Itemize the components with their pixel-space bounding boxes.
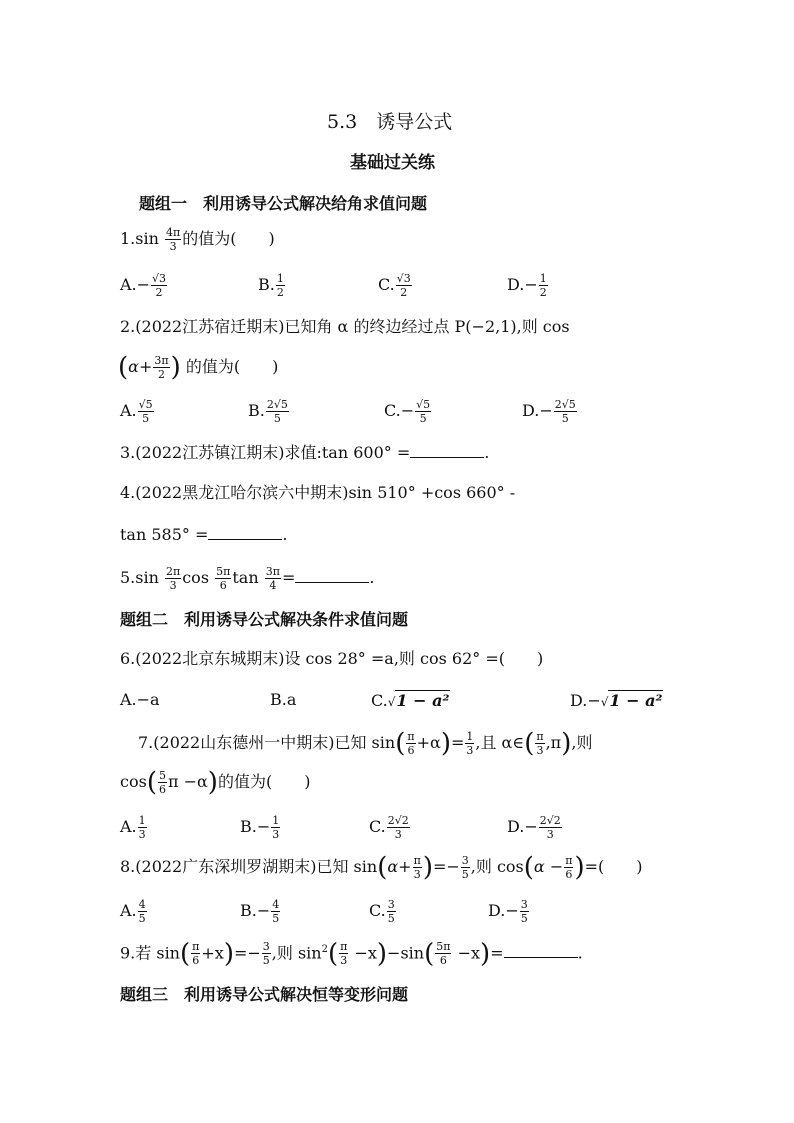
q7-c-label: C. bbox=[369, 817, 386, 836]
q6-close: ) bbox=[537, 649, 544, 668]
q3-answer-blank[interactable] bbox=[410, 443, 484, 458]
q7-stem: 的值为( bbox=[217, 772, 273, 791]
q8-a-den: 5 bbox=[138, 912, 146, 925]
q2-option-c[interactable] bbox=[384, 399, 432, 424]
q5-n3: 3π bbox=[265, 565, 280, 578]
q2-alpha: α+ bbox=[128, 357, 153, 376]
question-5 bbox=[120, 566, 374, 591]
q7-then: ,则 bbox=[571, 733, 593, 752]
question-7-line-1: 7.(2022山东德州一中期末)已知 sin( $\frac{\pi}{6}$ +α)= $\frac{1}{3}$ ,且 α∈( $\frac{\pi}{3}$ ,π),则 bbox=[138, 728, 593, 759]
q8-mid: ,则 cos bbox=[470, 857, 524, 876]
q8-n2: 3 bbox=[461, 854, 469, 867]
q7-d-label: D.− bbox=[507, 817, 538, 836]
q9-d4: 6 bbox=[439, 954, 447, 968]
q7-n4: 5 bbox=[158, 769, 166, 782]
q2-b-num: 2√5 bbox=[266, 398, 288, 411]
q7-d2: 3 bbox=[466, 744, 474, 757]
q8-option-d[interactable] bbox=[488, 899, 530, 924]
q6-option-c[interactable]: C.√1 − a² bbox=[371, 691, 450, 710]
q7-d-den: 3 bbox=[546, 828, 554, 841]
q7-pi: ,π bbox=[545, 733, 562, 752]
section-subtitle: 基础过关练 bbox=[350, 153, 435, 173]
q1-c-label: C. bbox=[378, 275, 395, 294]
q8-prefix: 8.(2022广东深圳罗湖期末)已知 sin bbox=[120, 857, 378, 876]
q9-x3: −x bbox=[452, 943, 480, 963]
group-heading-2: 题组二 利用诱导公式解决条件求值问题 bbox=[120, 610, 409, 629]
q8-stem: =( bbox=[584, 857, 605, 876]
question-9: 9.若 sin( $\frac{\pi}{6}$ +x)=− $\frac{3}{5}$ ,则 $\sin^2$( $\frac{\pi}{3}$ −x)−sin( $\frac{5\pi}{6}$ −x)= . bbox=[120, 938, 583, 969]
q2-b-label: B. bbox=[248, 401, 265, 420]
q1-b-label: B. bbox=[258, 275, 275, 294]
q6-option-b[interactable]: B.a bbox=[270, 690, 297, 709]
group-heading-3: 题组三 利用诱导公式解决恒等变形问题 bbox=[120, 985, 409, 1004]
q1-den: 3 bbox=[169, 240, 177, 253]
q9-d1: 6 bbox=[192, 954, 200, 968]
q9-x1: +x bbox=[201, 943, 224, 963]
question-2-line-1: 2.(2022江苏宿迁期末)已知角 α 的终边经过点 P(−2,1),则 cos bbox=[120, 317, 570, 336]
q6-d-radicand: 1 − a² bbox=[609, 691, 663, 710]
q7-plus: +α bbox=[416, 733, 441, 752]
q1-d-label: D.− bbox=[507, 275, 538, 294]
q8-eq: =− bbox=[432, 857, 460, 876]
q7-d-num: 2√2 bbox=[539, 814, 561, 827]
group-heading-1: 题组一 利用诱导公式解决给角求值问题 bbox=[139, 194, 428, 213]
q1-stem: 的值为( bbox=[182, 229, 237, 248]
q9-n3: π bbox=[340, 940, 348, 954]
q7-option-a[interactable] bbox=[120, 815, 148, 840]
q9-eq2: = bbox=[490, 943, 504, 963]
q5-n2: 5π bbox=[216, 565, 231, 578]
q6-stem: 6.(2022北京东城期末)设 cos 28° =a,则 cos 62° =( bbox=[120, 649, 505, 668]
q7-mid: ,且 α∈ bbox=[475, 733, 525, 752]
q1-option-b[interactable] bbox=[258, 273, 286, 298]
q9-d2: 5 bbox=[262, 954, 270, 968]
q7-a-num: 1 bbox=[138, 814, 146, 827]
q1-close: ) bbox=[268, 229, 275, 248]
q8-c-den: 5 bbox=[387, 912, 395, 925]
q8-alpha2: α − bbox=[533, 857, 564, 876]
q5-d1: 3 bbox=[169, 579, 177, 592]
q9-x2: −x bbox=[349, 943, 377, 963]
q5-n1: 2π bbox=[165, 565, 181, 578]
q5-prefix: 5.sin bbox=[120, 568, 164, 587]
q7-cos: cos bbox=[120, 772, 147, 791]
question-1 bbox=[120, 227, 275, 252]
question-8: 8.(2022广东深圳罗湖期末)已知 sin(α+ $\frac{\pi}{3}$ )=− $\frac{3}{5}$ ,则 cos(α − $\frac{\pi}{6}$ )=( ) bbox=[120, 852, 643, 883]
q2-a-den: 5 bbox=[142, 412, 150, 425]
q7-b-label: B.− bbox=[240, 817, 271, 836]
q7-n1: π bbox=[407, 730, 415, 743]
q5-end: . bbox=[369, 568, 375, 587]
q1-fraction bbox=[165, 227, 181, 252]
q8-b-num: 4 bbox=[272, 898, 280, 911]
q2-den: 2 bbox=[157, 368, 165, 381]
q2-close: ) bbox=[272, 357, 279, 376]
q6-d-label: D.− bbox=[570, 691, 601, 710]
q1-a-num: √3 bbox=[152, 272, 167, 285]
question-2-line-2: (α+ $\frac{3\pi}{2}$ ) 的值为( ) bbox=[118, 352, 279, 383]
q9-answer-blank[interactable] bbox=[504, 943, 578, 958]
q8-option-a[interactable] bbox=[120, 899, 148, 924]
q8-d-den: 5 bbox=[520, 912, 528, 925]
q9-n2: 3 bbox=[262, 940, 270, 954]
q6-option-d[interactable]: D.−√1 − a² bbox=[570, 691, 663, 710]
q2-c-label: C.− bbox=[384, 401, 415, 420]
q7-d4: 6 bbox=[158, 783, 166, 796]
q7-prefix: 7.(2022山东德州一中期末)已知 sin bbox=[138, 733, 396, 752]
q7-option-d[interactable] bbox=[507, 815, 563, 840]
q2-c-den: 5 bbox=[419, 412, 427, 425]
q3-end: . bbox=[484, 443, 490, 462]
q2-c-num: √5 bbox=[416, 398, 431, 411]
q4-stem: tan 585° = bbox=[120, 525, 209, 544]
question-7-line-2: cos( $\frac{5}{6}$ π −α)的值为( ) bbox=[120, 767, 311, 798]
q8-c-num: 3 bbox=[387, 898, 395, 911]
q8-close: ) bbox=[636, 857, 643, 876]
q1-c-num: √3 bbox=[396, 272, 411, 285]
q9-end: . bbox=[577, 943, 583, 963]
q7-b-den: 3 bbox=[272, 828, 280, 841]
q6-option-a[interactable]: A.−a bbox=[120, 690, 160, 709]
q1-option-a[interactable] bbox=[120, 273, 168, 298]
q5-eq: = bbox=[281, 568, 296, 587]
q7-d3: 3 bbox=[536, 744, 544, 757]
q1-option-c[interactable] bbox=[378, 273, 413, 298]
question-4-line-2 bbox=[120, 525, 287, 545]
q7-option-c[interactable] bbox=[369, 815, 411, 840]
q9-eq: =− bbox=[233, 943, 261, 963]
q1-b-num: 1 bbox=[276, 272, 284, 285]
q1-prefix: 1.sin bbox=[120, 229, 164, 248]
q8-d-num: 3 bbox=[520, 898, 528, 911]
q9-d3: 3 bbox=[340, 954, 348, 968]
q7-d1: 6 bbox=[407, 744, 415, 757]
q7-n2: 1 bbox=[466, 730, 474, 743]
question-4-line-1: 4.(2022黑龙江哈尔滨六中期末)sin 510° +cos 660° - bbox=[120, 483, 516, 502]
q8-b-label: B.− bbox=[240, 901, 271, 920]
q2-stem: 的值为( bbox=[180, 357, 241, 376]
q7-a-den: 3 bbox=[138, 828, 146, 841]
q7-option-b[interactable] bbox=[240, 815, 281, 840]
q7-eq: = bbox=[450, 733, 465, 752]
q5-d3: 4 bbox=[269, 579, 277, 592]
q6-c-label: C. bbox=[371, 691, 388, 710]
q5-d2: 6 bbox=[219, 579, 227, 592]
q5-answer-blank[interactable] bbox=[295, 568, 369, 583]
q2-d-num: 2√5 bbox=[554, 398, 576, 411]
q9-n4: 5π bbox=[436, 940, 451, 954]
q7-b-num: 1 bbox=[272, 814, 280, 827]
q8-n1: π bbox=[413, 854, 421, 867]
q8-c-label: C. bbox=[369, 901, 386, 920]
q8-d3: 6 bbox=[565, 868, 573, 881]
q2-d-label: D.− bbox=[522, 401, 553, 420]
q7-c-num: 2√2 bbox=[387, 814, 409, 827]
q1-d-den: 2 bbox=[539, 286, 547, 299]
q8-d-label: D.− bbox=[488, 901, 519, 920]
q4-answer-blank[interactable] bbox=[208, 525, 282, 540]
q4-end: . bbox=[282, 525, 288, 544]
q7-c-den: 3 bbox=[394, 828, 402, 841]
q1-option-d[interactable] bbox=[507, 273, 549, 298]
q3-stem: 3.(2022江苏镇江期末)求值:tan 600° = bbox=[120, 443, 411, 462]
q8-b-den: 5 bbox=[272, 912, 280, 925]
q2-option-d[interactable] bbox=[522, 399, 578, 424]
q7-n3: π bbox=[536, 730, 544, 743]
q8-option-c[interactable] bbox=[369, 899, 397, 924]
q2-num: 3π bbox=[154, 354, 169, 367]
q2-b-den: 5 bbox=[273, 412, 281, 425]
q1-num: 4π bbox=[165, 226, 181, 239]
q8-a-label: A. bbox=[120, 901, 137, 920]
q1-d-num: 1 bbox=[539, 272, 547, 285]
q8-n3: π bbox=[565, 854, 573, 867]
q9-n1: π bbox=[192, 940, 200, 954]
q9-minus-sin: −sin bbox=[387, 943, 425, 963]
q1-a-den: 2 bbox=[155, 286, 163, 299]
page-title: 5.3 诱导公式 bbox=[327, 111, 453, 133]
q9-prefix: 9.若 sin bbox=[120, 943, 180, 963]
q8-option-b[interactable] bbox=[240, 899, 281, 924]
q8-alpha1: α+ bbox=[387, 857, 412, 876]
q5-cos: cos bbox=[182, 568, 215, 587]
q7-close: ) bbox=[304, 772, 311, 791]
q2-a-label: A. bbox=[120, 401, 137, 420]
q8-d2: 5 bbox=[461, 868, 469, 881]
q2-option-a[interactable] bbox=[120, 399, 155, 424]
q5-tan: tan bbox=[232, 568, 264, 587]
q7-expr: π −α bbox=[167, 772, 208, 791]
q9-mid: ,则 sin bbox=[271, 943, 322, 963]
question-6 bbox=[120, 649, 543, 669]
q1-c-den: 2 bbox=[400, 286, 408, 299]
q8-d1: 3 bbox=[413, 868, 421, 881]
q1-a-label: A.− bbox=[120, 275, 151, 294]
q2-a-num: √5 bbox=[138, 398, 153, 411]
q2-d-den: 5 bbox=[561, 412, 569, 425]
q8-a-num: 4 bbox=[138, 898, 146, 911]
question-3 bbox=[120, 443, 489, 463]
q9-square: 2 bbox=[321, 944, 328, 955]
q2-option-b[interactable] bbox=[248, 399, 290, 424]
q7-a-label: A. bbox=[120, 817, 137, 836]
q6-c-radicand: 1 − a² bbox=[396, 691, 450, 710]
q1-b-den: 2 bbox=[276, 286, 284, 299]
